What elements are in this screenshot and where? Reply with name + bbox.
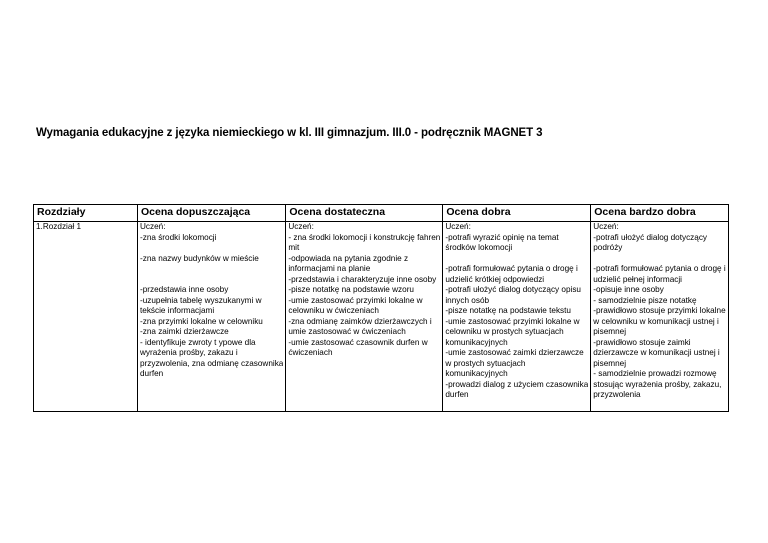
cell-line: w celowniku w komunikacji ustnej i: [593, 316, 719, 326]
cell-line: -prowadzi dialog z użyciem czasownika: [445, 379, 589, 389]
cell-line: -umie zastosować zaimki dzierzawcze: [445, 348, 584, 357]
cell-line: podróży: [593, 243, 623, 252]
cell-line: celowniku w ćwiczeniach: [288, 306, 379, 315]
cell-line: w prostych sytuacjach: [445, 358, 526, 368]
cell-line: -zna nazwy budynków w mieście: [140, 253, 259, 263]
table-row: [34, 222, 729, 412]
cell-dostateczna: [286, 222, 443, 412]
cell-line: komunikacyjnych: [445, 337, 508, 347]
cell-line: -odpowiada na pytania zgodnie z: [288, 253, 409, 263]
cell-line: ćwiczeniach: [288, 348, 333, 357]
cell-line: -zna przyimki lokalne w celowniku: [140, 316, 263, 326]
blank-line: [140, 264, 283, 275]
cell-line: -przedstawia i charakteryzuje inne osoby: [288, 274, 437, 284]
document-title: Wymagania edukacyjne z języka niemieckiego w kl. III gimnazjum. III.0 - podręcznik MAGNET 3: [36, 127, 543, 139]
cell-line: -prawidłowo stosuje przyimki lokalne: [593, 306, 726, 315]
cell-line: - identyfikuje zwroty t ypowe dla: [140, 337, 256, 347]
header-ocena-dostateczna: Ocena dostateczna: [286, 205, 443, 222]
blank-line: [140, 243, 283, 254]
cell-line: wyrażenia prośby, zakazu i: [140, 348, 238, 357]
cell-line: Uczeń:: [593, 222, 619, 231]
row-label: 1.Rozdział 1: [34, 222, 138, 412]
cell-line: -zna odmianę zaimków dzierżawczych i: [288, 316, 432, 326]
cell-line: -umie zastosować czasownik durfen w: [288, 337, 428, 347]
header-row: [34, 205, 729, 222]
cell-line: -pisze notatkę na podstawie wzoru: [288, 285, 414, 294]
cell-line: umie zastosować w ćwiczeniach: [288, 327, 406, 336]
blank-line: [593, 254, 726, 265]
cell-line: -zna zaimki dzierżawcze: [140, 327, 229, 336]
cell-line: udzielić krótkiej odpowiedzi: [445, 274, 545, 284]
header-ocena-dobra: Ocena dobra: [443, 205, 591, 222]
cell-line: udzielić pełnej informacji: [593, 274, 682, 284]
cell-line: przyzwolenia, zna odmianę czasownika: [140, 358, 284, 368]
cell-line: pisemnej: [593, 327, 627, 336]
cell-line: -prawidłowo stosuje zaimki: [593, 337, 691, 347]
header-rozdzialy: Rozdziały: [34, 205, 138, 222]
cell-line: - samodzielnie prowadzi rozmowę: [593, 369, 717, 378]
cell-line: - zna środki lokomocji i konstrukcję fahren: [288, 232, 441, 242]
header-ocena-dopuszczajaca: Ocena dopuszczająca: [138, 205, 286, 222]
blank-line: [140, 275, 283, 286]
cell-line: durfen: [140, 369, 164, 378]
cell-line: przyzwolenia: [593, 390, 641, 399]
cell-line: tekście informacjami: [140, 306, 215, 315]
cell-line: -przedstawia inne osoby: [140, 285, 229, 294]
cell-line: -potrafi ułożyć dialog dotyczący opisu: [445, 285, 581, 294]
cell-line: -potrafi formułować pytania o drogę i: [593, 264, 726, 273]
cell-line: stosując wyrażenia prośby, zakazu,: [593, 379, 722, 389]
requirements-table: [33, 204, 729, 412]
cell-line: innych osób: [445, 295, 490, 305]
cell-line: -opisuje inne osoby: [593, 285, 664, 294]
cell-line: - samodzielnie pisze notatkę: [593, 295, 697, 305]
cell-line: -potrafi ułożyć dialog dotyczący: [593, 232, 708, 242]
cell-line: -zna środki lokomocji: [140, 232, 217, 242]
blank-line: [445, 254, 588, 265]
cell-line: -umie zastosować przyimki lokalne w: [445, 316, 580, 326]
cell-line: -potrafi formułować pytania o drogę i: [445, 264, 578, 273]
header-ocena-bardzo-dobra: Ocena bardzo dobra: [591, 205, 729, 222]
cell-dobra: [443, 222, 591, 412]
cell-line: -umie zastosować przyimki lokalne w: [288, 295, 423, 305]
cell-line: dzierzawcze w komunikacji ustnej i: [593, 348, 720, 357]
cell-line: środków lokomocji: [445, 243, 513, 252]
cell-line: pisemnej: [593, 358, 627, 368]
cell-line: mit: [288, 243, 300, 252]
cell-line: Uczeń:: [445, 222, 471, 231]
cell-line: Uczeń:: [140, 222, 166, 231]
cell-line: -pisze notatkę na podstawie tekstu: [445, 306, 571, 315]
cell-line: celowniku w prostych sytuacjach: [445, 327, 564, 336]
cell-dopuszczajaca: [138, 222, 286, 412]
cell-line: informacjami na planie: [288, 264, 371, 273]
cell-bardzo-dobra: [591, 222, 729, 412]
cell-line: durfen: [445, 390, 469, 399]
cell-line: Uczeń:: [288, 222, 314, 231]
cell-line: -potrafi wyrazić opinię na temat: [445, 232, 559, 242]
cell-line: komunikacyjnych: [445, 369, 508, 378]
cell-line: -uzupełnia tabelę wyszukanymi w: [140, 295, 262, 305]
